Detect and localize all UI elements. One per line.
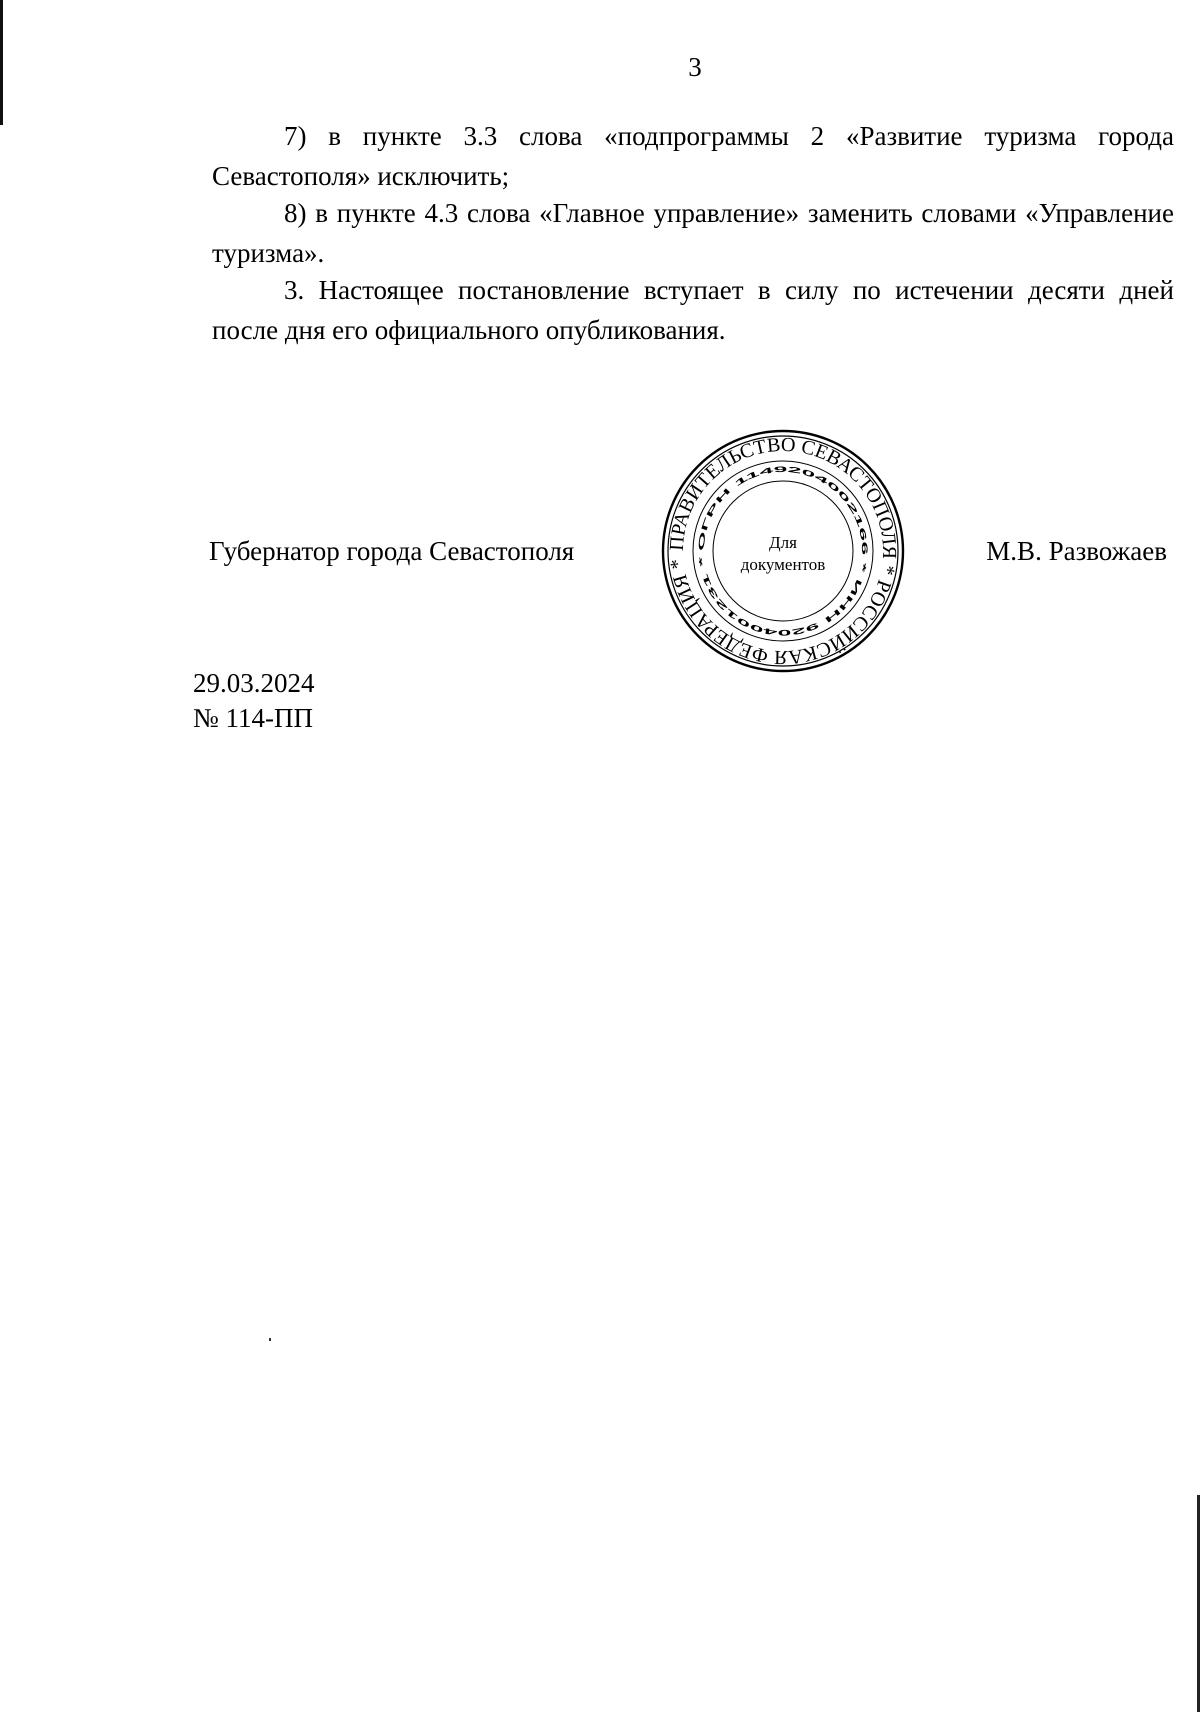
official-seal [660, 428, 906, 674]
seal-center-line2: документов [740, 555, 826, 574]
signatory-name: М.В. Развожаев [986, 536, 1167, 566]
document-number: № 114-ПП [193, 703, 313, 733]
paragraph-item-8: 8) в пункте 4.3 слова «Главное управление» заменить словами «Управление туризма». [212, 198, 1174, 268]
seal-outer-text: ПРАВИТЕЛЬСТВО СЕВАСТОПОЛЯ * РОССИЙСКАЯ ФЕДЕРАЦИЯ * [665, 433, 901, 669]
signatory-position: Губернатор города Севастополя [209, 536, 575, 566]
document-date: 29.03.2024 [193, 668, 315, 698]
page-number: 3 [688, 52, 702, 82]
paragraph-effective-date: 3. Настоящее постановление вступает в силу по истечении десяти дней после дня его официального опубликования. [212, 275, 1174, 345]
seal-center-line1: Для [769, 533, 797, 552]
seal-inner-text: ОГРН 1149204002166 * ИНН 9204001231 * [696, 464, 869, 638]
paragraph-item-7: 7) в пункте 3.3 слова «подпрограммы 2 «Развитие туризма города Севастополя» исключить; [212, 121, 1174, 191]
scan-speck [269, 1338, 271, 1341]
